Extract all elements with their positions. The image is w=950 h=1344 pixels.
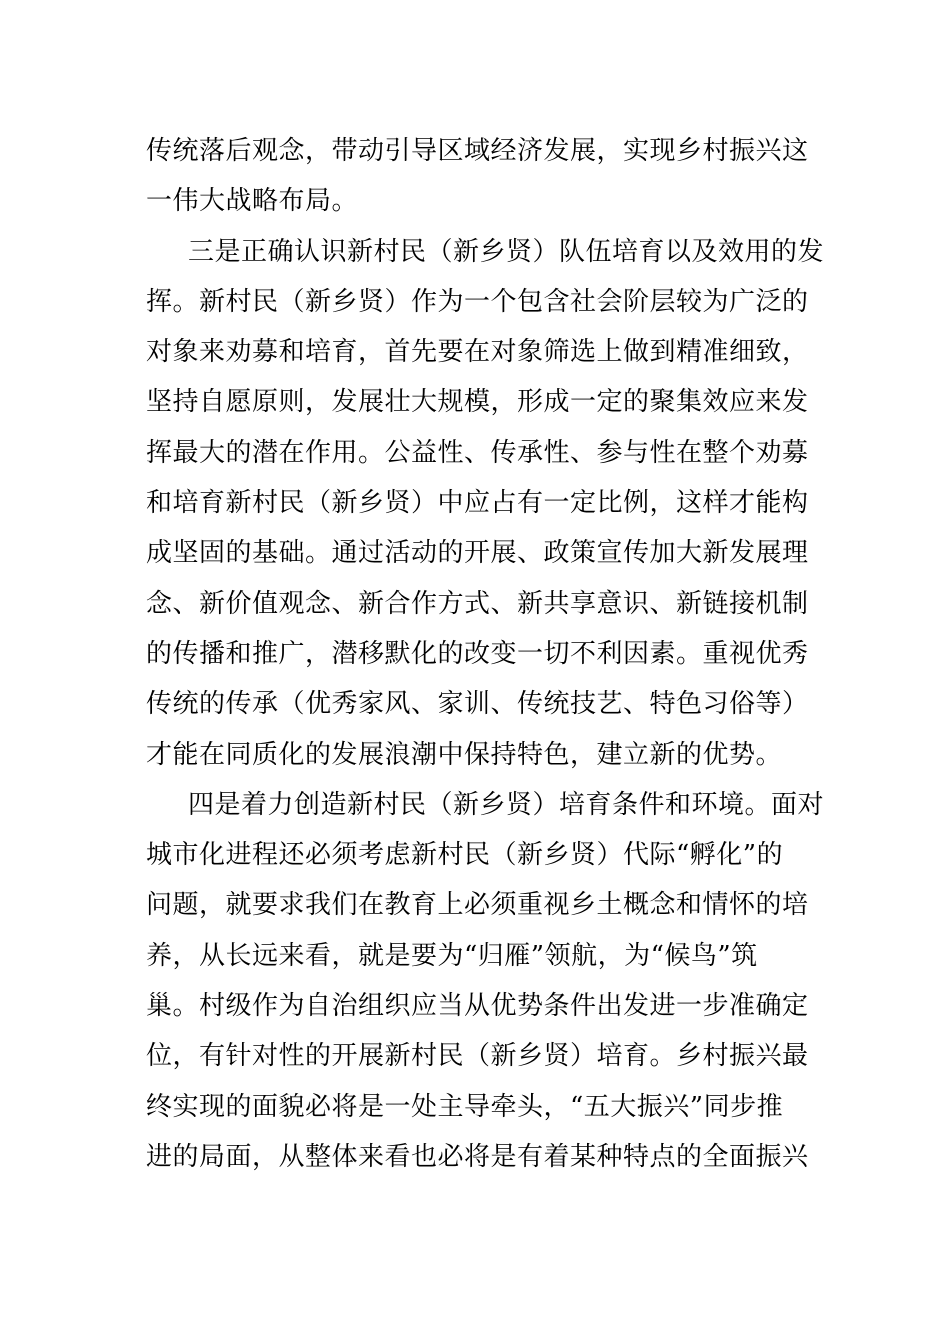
text-line: 巢。村级作为自治组织应当从优势条件出发进一步准确定 [146,991,809,1022]
text-line: 和培育新村民（新乡贤）中应占有一定比例，这样才能构 [146,488,809,519]
text-line: 位，有针对性的开展新村民（新乡贤）培育。乡村振兴最 [146,1041,809,1072]
text-line: 养，从长远来看，就是要为“归雁”领航，为“候鸟”筑 [146,940,758,971]
text-line: 的传播和推广，潜移默化的改变一切不利因素。重视优秀 [146,638,809,669]
text-line: 传统的传承（优秀家风、家训、传统技艺、特色习俗等） [146,689,809,720]
text-line: 念、新价值观念、新合作方式、新共享意识、新链接机制 [146,588,809,619]
text-line: 城市化进程还必须考虑新村民（新乡贤）代际“孵化”的 [146,840,784,871]
paragraph-start-line: 三是正确认识新村民（新乡贤）队伍培育以及效用的发 [188,236,825,267]
body-text [146,126,825,1182]
text-line: 进的局面，从整体来看也必将是有着某种特点的全面振兴 [146,1141,809,1172]
text-line: 才能在同质化的发展浪潮中保持特色，建立新的优势。 [146,739,783,770]
text-line: 问题，就要求我们在教育上必须重视乡土概念和情怀的培 [146,890,809,921]
text-line: 终实现的面貌必将是一处主导牵头，“五大振兴”同步推 [146,1091,784,1122]
text-line: 对象来劝募和培育，首先要在对象筛选上做到精准细致， [146,337,809,368]
text-line: 挥最大的潜在作用。公益性、传承性、参与性在整个劝募 [146,437,809,468]
text-line: 传统落后观念，带动引导区域经济发展，实现乡村振兴这 [146,136,809,166]
text-line: 成坚固的基础。通过活动的开展、政策宣传加大新发展理 [146,538,809,569]
text-line: 挥。新村民（新乡贤）作为一个包含社会阶层较为广泛的 [146,286,809,317]
paragraph-start-line: 四是着力创造新村民（新乡贤）培育条件和环境。面对 [188,789,825,820]
text-line: 一伟大战略布局。 [146,186,359,217]
text-line: 坚持自愿原则，发展壮大规模，形成一定的聚集效应来发 [146,387,809,418]
